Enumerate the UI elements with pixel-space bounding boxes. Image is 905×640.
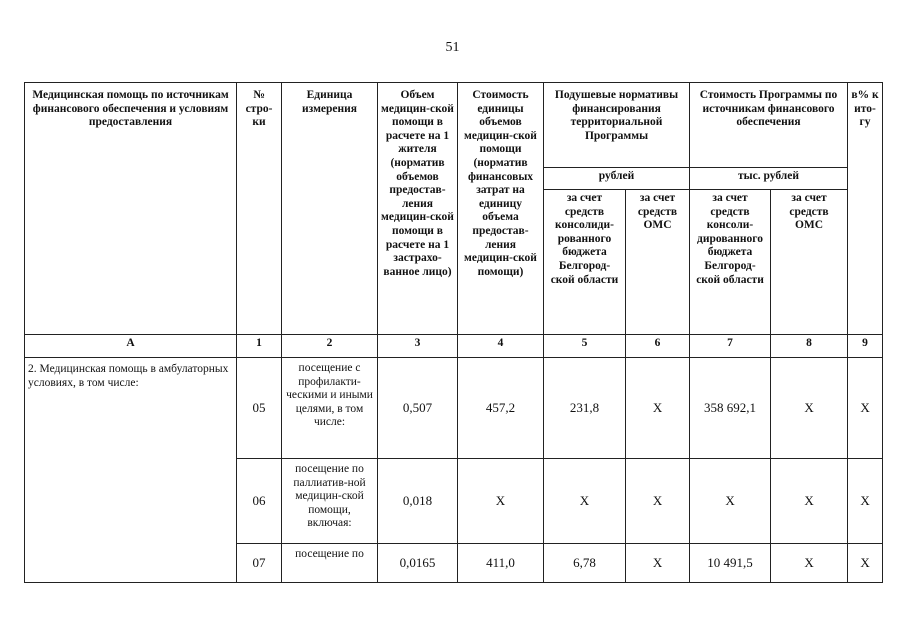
line-number: 07 [237, 544, 282, 583]
header-row-1 [25, 83, 883, 168]
col-index: 9 [848, 335, 883, 358]
per-capita-budget-cell: 231,8 [544, 358, 626, 459]
header-unit-rub: рублей [544, 168, 690, 190]
col-index: 6 [626, 335, 690, 358]
program-budget-cell: 358 692,1 [690, 358, 771, 459]
col-index: 2 [282, 335, 378, 358]
header-budget-thousand: за счет средств консоли-дированного бюджета Белгород-ской области [690, 190, 771, 335]
per-capita-oms-cell: X [626, 358, 690, 459]
col-index: 7 [690, 335, 771, 358]
volume-cell: 0,0165 [378, 544, 458, 583]
col-index: 1 [237, 335, 282, 358]
financing-table [24, 82, 883, 583]
col-index: 3 [378, 335, 458, 358]
volume-cell: 0,507 [378, 358, 458, 459]
column-index-row [25, 335, 883, 358]
header-unit-cost: Стоимость единицы объемов медицин-ской помощи (норматив финансовых затрат на единицу объема предостав-ления медицин-ской помощи) [458, 83, 544, 335]
header-line-number: № стро-ки [237, 83, 282, 335]
header-care-sources: Медицинская помощь по источникам финансового обеспечения и условиям предоставления [25, 83, 237, 335]
percent-cell: X [848, 358, 883, 459]
page-number: 51 [445, 40, 460, 55]
line-number: 06 [237, 459, 282, 544]
col-index: 4 [458, 335, 544, 358]
col-index: 5 [544, 335, 626, 358]
header-percent: в% к ито-гу [848, 83, 883, 335]
line-number: 05 [237, 358, 282, 459]
header-unit: Единица измерения [282, 83, 378, 335]
cost-cell: X [458, 459, 544, 544]
program-oms-cell: X [771, 358, 848, 459]
program-oms-cell: X [771, 544, 848, 583]
header-program-cost-group: Стоимость Программы по источникам финансового обеспечения [690, 83, 848, 168]
header-oms-rub: за счет средств ОМС [626, 190, 690, 335]
header-budget-rub: за счет средств консолиди-рованного бюджета Белгород-ской области [544, 190, 626, 335]
header-oms-thousand: за счет средств ОМС [771, 190, 848, 335]
percent-cell: X [848, 459, 883, 544]
unit-cell: посещение по [282, 544, 378, 583]
col-index: 8 [771, 335, 848, 358]
header-per-capita-group: Подушевые нормативы финансирования территориальной Программы [544, 83, 690, 168]
header-unit-thousand-rub: тыс. рублей [690, 168, 848, 190]
table-row [25, 358, 883, 459]
cost-cell: 457,2 [458, 358, 544, 459]
unit-cell: посещение по паллиатив-ной медицин-ской помощи, включая: [282, 459, 378, 544]
per-capita-budget-cell: X [544, 459, 626, 544]
program-oms-cell: X [771, 459, 848, 544]
program-budget-cell: X [690, 459, 771, 544]
per-capita-oms-cell: X [626, 459, 690, 544]
col-index: А [25, 335, 237, 358]
unit-cell: посещение с профилакти-ческими и иными целями, в том числе: [282, 358, 378, 459]
header-volume: Объем медицин-ской помощи в расчете на 1 жителя (норматив объемов предостав-ления медицин-ской помощи в расчете на 1 застрахо-ванное лицо) [378, 83, 458, 335]
cost-cell: 411,0 [458, 544, 544, 583]
per-capita-budget-cell: 6,78 [544, 544, 626, 583]
section-title: 2. Медицинская помощь в амбулаторных условиях, в том числе: [25, 358, 237, 583]
percent-cell: X [848, 544, 883, 583]
program-budget-cell: 10 491,5 [690, 544, 771, 583]
per-capita-oms-cell: X [626, 544, 690, 583]
volume-cell: 0,018 [378, 459, 458, 544]
